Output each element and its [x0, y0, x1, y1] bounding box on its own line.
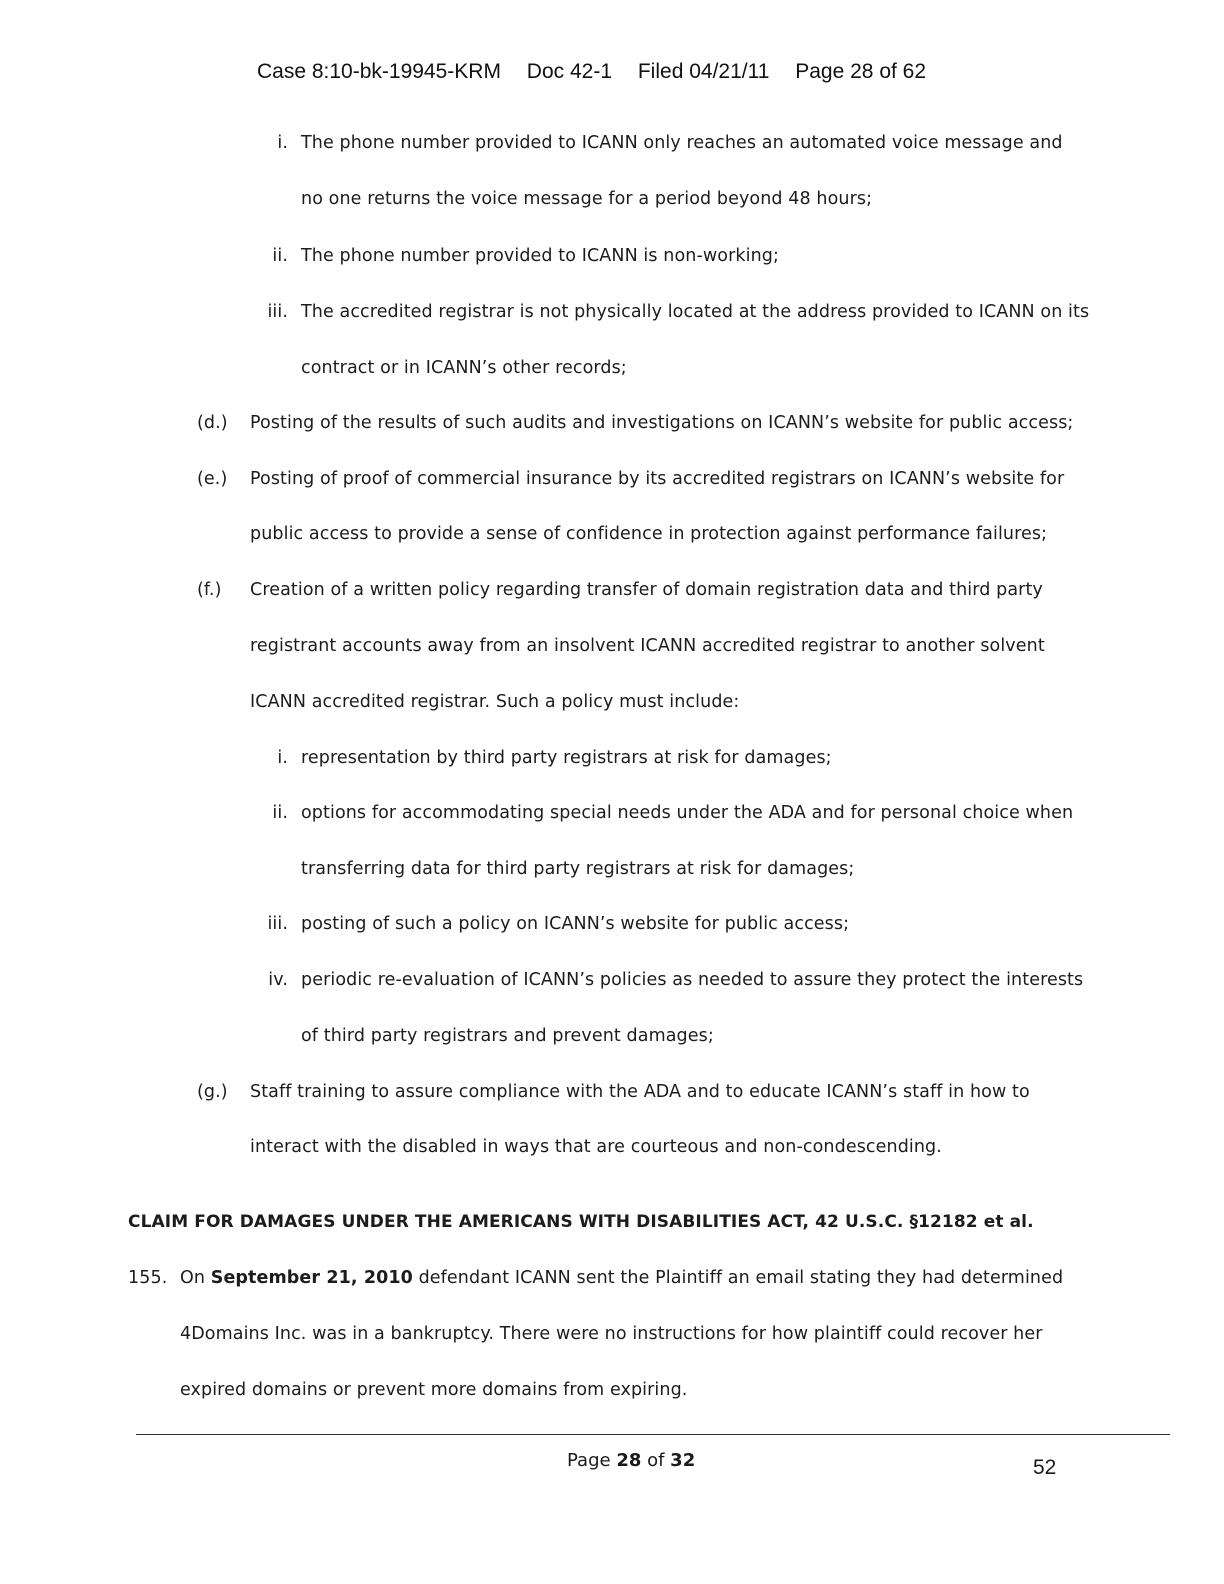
- footer-page-num: 28: [616, 1450, 642, 1471]
- list-item-label: (f.): [197, 580, 222, 600]
- list-item-text: transferring data for third party registrars at risk for damages;: [301, 859, 855, 879]
- case-page: Page 28 of 62: [795, 60, 927, 83]
- claim-heading: CLAIM FOR DAMAGES UNDER THE AMERICANS WITH DISABILITIES ACT, 42 U.S.C. §12182 et al.: [128, 1212, 1034, 1232]
- paragraph-text-post: defendant ICANN sent the Plaintiff an email stating they had determined: [412, 1268, 1064, 1288]
- list-item-label: i.: [277, 133, 288, 153]
- list-item-text: The phone number provided to ICANN is non-working;: [301, 246, 779, 266]
- list-item-label: iii.: [267, 302, 288, 322]
- list-item-text: contract or in ICANN’s other records;: [301, 358, 627, 378]
- footer-divider: [136, 1434, 1170, 1435]
- list-item-text: of third party registrars and prevent damages;: [301, 1026, 714, 1046]
- list-item-label: iv.: [268, 970, 288, 990]
- list-item-text: Creation of a written policy regarding transfer of domain registration data and third party: [250, 580, 1043, 600]
- list-item-text: registrant accounts away from an insolvent ICANN accredited registrar to another solvent: [250, 636, 1045, 656]
- list-item-label: iii.: [267, 914, 288, 934]
- list-item-label: ii.: [272, 246, 288, 266]
- doc-number: Doc 42-1: [526, 60, 613, 83]
- list-item-text: The phone number provided to ICANN only reaches an automated voice message and: [301, 133, 1063, 153]
- list-item-text: The accredited registrar is not physically located at the address provided to ICANN on its: [301, 302, 1090, 322]
- paragraph-text: 4Domains Inc. was in a bankruptcy. There were no instructions for how plaintiff could recover her: [180, 1324, 1043, 1344]
- footer-page-mid: of: [641, 1450, 671, 1471]
- list-item-text: ICANN accredited registrar. Such a policy must include:: [250, 692, 740, 712]
- case-number: Case 8:10-bk-19945-KRM: [257, 60, 501, 83]
- list-item-text: periodic re-evaluation of ICANN’s policies as needed to assure they protect the interests: [301, 970, 1084, 990]
- list-item-text: no one returns the voice message for a period beyond 48 hours;: [301, 189, 873, 209]
- filed-date: Filed 04/21/11: [637, 60, 770, 83]
- list-item-label: ii.: [272, 803, 288, 823]
- paragraph-text-pre: On: [180, 1268, 211, 1288]
- list-item-text: interact with the disabled in ways that are courteous and non-condescending.: [250, 1137, 942, 1157]
- paragraph-text: expired domains or prevent more domains from expiring.: [180, 1380, 688, 1400]
- list-item-text: public access to provide a sense of confidence in protection against performance failures;: [250, 524, 1048, 544]
- list-item-text: Staff training to assure compliance with the ADA and to educate ICANN’s staff in how to: [250, 1082, 1030, 1102]
- list-item-label: (d.): [197, 413, 228, 433]
- paragraph-date: September 21, 2010: [210, 1268, 413, 1288]
- list-item-text: options for accommodating special needs under the ADA and for personal choice when: [301, 803, 1074, 823]
- list-item-text: Posting of the results of such audits and investigations on ICANN’s website for public access;: [250, 413, 1074, 433]
- footer-exhibit-number: 52: [1033, 1456, 1057, 1479]
- footer-page-indicator: [567, 1450, 695, 1471]
- list-item-label: (e.): [197, 469, 228, 489]
- paragraph-number: 155.: [128, 1268, 168, 1288]
- footer-page-prefix: Page: [567, 1450, 617, 1471]
- case-header: [257, 60, 946, 84]
- list-item-text: posting of such a policy on ICANN’s website for public access;: [301, 914, 850, 934]
- list-item-text: Posting of proof of commercial insurance by its accredited registrars on ICANN’s website for: [250, 469, 1065, 489]
- list-item-label: (g.): [197, 1082, 228, 1102]
- paragraph-text: [180, 1268, 1063, 1288]
- list-item-label: i.: [277, 748, 288, 768]
- list-item-text: representation by third party registrars at risk for damages;: [301, 748, 832, 768]
- footer-page-total: 32: [670, 1450, 696, 1471]
